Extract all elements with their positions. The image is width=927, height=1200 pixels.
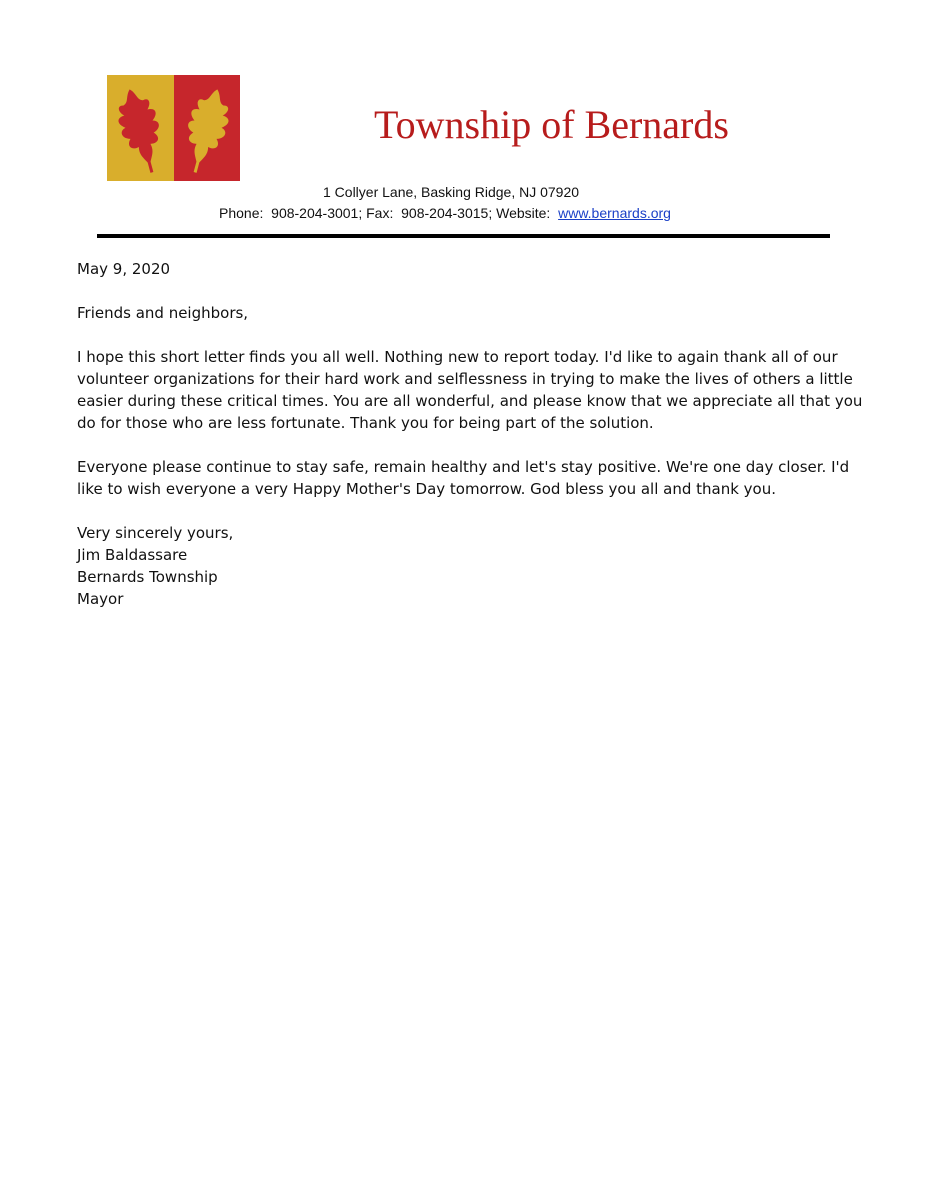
address-line: 1 Collyer Lane, Basking Ridge, NJ 07920	[323, 184, 580, 200]
phone-label: Phone:	[219, 205, 264, 221]
signer-title: Mayor	[77, 590, 124, 608]
oak-leaf-logo-icon	[107, 75, 240, 181]
closing-line: Very sincerely yours,	[77, 524, 234, 542]
paragraph: Everyone please continue to stay safe, remain healthy and let's stay positive. We're one day closer. I'd like to wish everyone a very Happy Mother's Day tomorrow. God bless you all and thank you.	[77, 458, 850, 498]
fax-label: Fax:	[366, 205, 394, 221]
header-divider	[97, 234, 830, 238]
signer-name: Jim Baldassare	[77, 546, 188, 564]
letter-date: May 9, 2020	[77, 260, 171, 278]
contact-line: Phone: 908-204-3001; Fax: 908-204-3015; Website: www.bernards.org	[219, 205, 671, 221]
signer-organization: Bernards Township	[77, 568, 218, 586]
fax-number: 908-204-3015	[401, 205, 489, 221]
phone-number: 908-204-3001	[271, 205, 359, 221]
salutation: Friends and neighbors,	[77, 304, 249, 322]
letter-body	[77, 258, 867, 610]
website-link[interactable]: www.bernards.org	[558, 205, 671, 221]
org-title: Township of Bernards	[374, 102, 729, 147]
signature-block	[77, 522, 867, 610]
website-label: Website:	[496, 205, 551, 221]
paragraph: I hope this short letter finds you all well. Nothing new to report today. I'd like to again thank all of our volunteer organizations for their hard work and selflessness in trying to make the lives of others a little easier during these critical times. You are all wonderful, and please know that we appreciate all that you do for those who are less fortunate. Thank you for being part of the solution.	[77, 348, 863, 432]
